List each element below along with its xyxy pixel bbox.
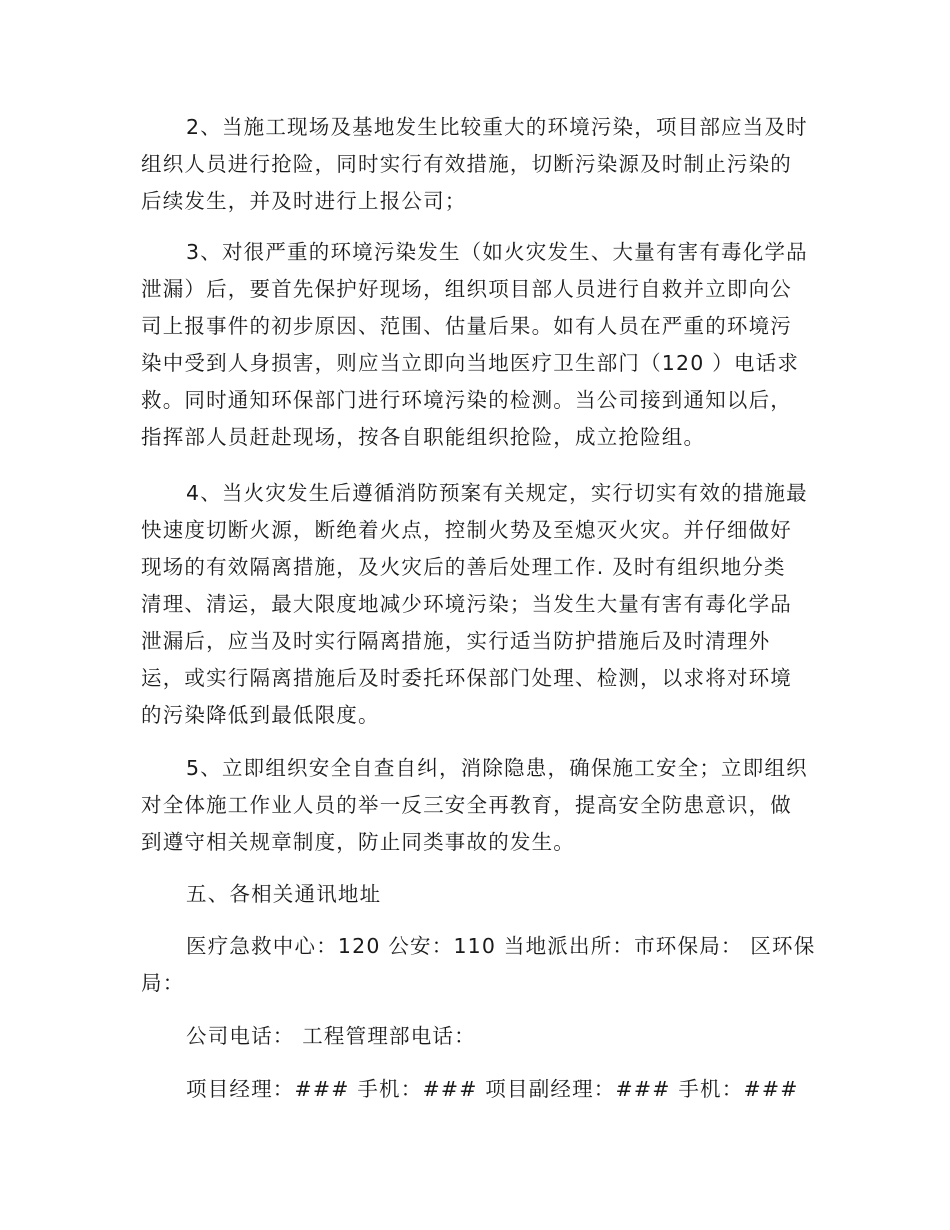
section-heading: 五、各相关通讯地址	[186, 882, 382, 906]
text-line: 5、立即组织安全自查自纠，消除隐患，确保施工安全；立即组织	[186, 756, 808, 780]
text-line: 医疗急救中心：120 公安：110 当地派出所：市环保局： 区环保	[186, 934, 816, 958]
text-line: 泄漏后，应当及时实行隔离措施，实行适当防护措施后及时清理外	[141, 629, 771, 653]
text-line: 现场的有效隔离措施，及火灾后的善后处理工作. 及时有组织地分类	[141, 555, 786, 579]
text-line: 泄漏）后，要首先保护好现场，组织项目部人员进行自救并立即向公	[141, 277, 792, 301]
text-line: 后续发生，并及时进行上报公司；	[141, 189, 467, 213]
text-line: 局：	[141, 971, 185, 995]
text-line: 运，或实行隔离措施后及时委托环保部门处理、检测，以求将对环境	[141, 666, 792, 690]
text-line: 项目经理：### 手机：### 项目副经理：### 手机：###	[186, 1077, 799, 1101]
text-line: 快速度切断火源，断绝着火点，控制火势及至熄灭火灾。并仔细做好	[141, 518, 792, 542]
text-line: 到遵守相关规章制度，防止同类事故的发生。	[141, 830, 575, 854]
text-line: 救。同时通知环保部门进行环境污染的检测。当公司接到通知以后，	[141, 388, 792, 412]
text-line: 2、当施工现场及基地发生比较重大的环境污染，项目部应当及时	[186, 115, 808, 139]
text-line: 指挥部人员赶赴现场，按各自职能组织抢险，成立抢险组。	[141, 425, 706, 449]
text-line: 组织人员进行抢险，同时实行有效措施，切断污染源及时制止污染的	[141, 152, 792, 176]
text-line: 的污染降低到最低限度。	[141, 703, 380, 727]
text-line: 染中受到人身损害，则应当立即向当地医疗卫生部门（120 ）电话求	[141, 351, 800, 375]
text-line: 对全体施工作业人员的举一反三安全再教育，提高安全防患意识，做	[141, 793, 792, 817]
text-line: 清理、清运，最大限度地减少环境污染；当发生大量有害有毒化学品	[141, 592, 792, 616]
text-line: 4、当火灾发生后遵循消防预案有关规定，实行切实有效的措施最	[186, 481, 808, 505]
text-line: 3、对很严重的环境污染发生（如火灾发生、大量有害有毒化学品	[186, 240, 808, 264]
text-line: 司上报事件的初步原因、范围、估量后果。如有人员在严重的环境污	[141, 314, 792, 338]
text-line: 公司电话： 工程管理部电话：	[186, 1024, 476, 1048]
